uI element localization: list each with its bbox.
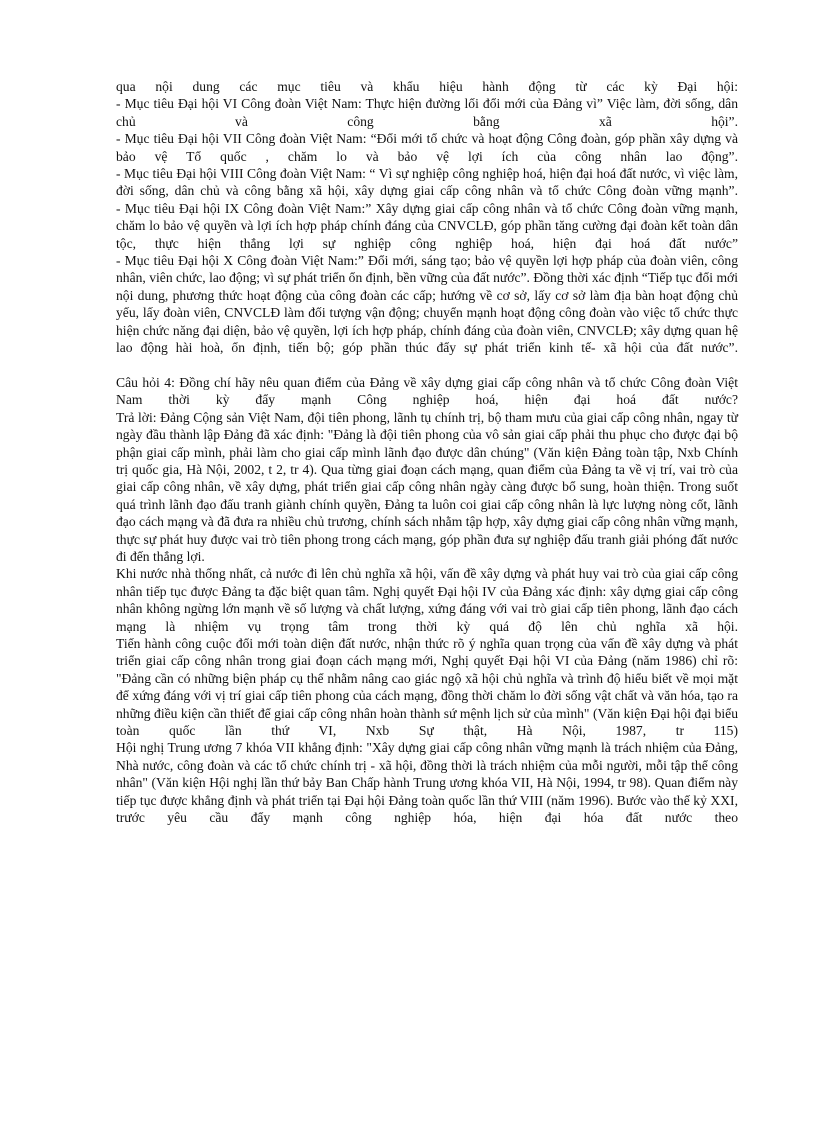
paragraph-gap — [116, 357, 738, 374]
answer-paragraph-3: Tiến hành công cuộc đổi mới toàn diện đất nước, nhận thức rõ ý nghĩa quan trọng của vấn đề xây dựng và phát triển giai cấp công nhân trong giai đoạn cách mạng mới, Nghị quyết Đại hội VI của Đảng (năm 1986) chỉ rõ: "Đảng cần có những biện pháp cụ thể nhằm nâng cao giác ngộ xã hội chủ nghĩa và trình độ hiểu biết về mọi mặt để xứng đáng với vị trí giai cấp tiên phong của cách mạng, đồng thời chăm lo đời sống vật chất và văn hóa, tạo ra những điều kiện cần thiết để giai cấp công nhân hoàn thành sứ mệnh lịch sử của mình" (Văn kiện Đại hội đại biểu toàn quốc lần thứ VI, Nxb Sự thật, Hà Nội, 1987, tr 115) — [116, 635, 738, 739]
answer-paragraph-4: Hội nghị Trung ương 7 khóa VII khẳng định: "Xây dựng giai cấp công nhân vững mạnh là trách nhiệm của Đảng, Nhà nước, công đoàn và các tổ chức chính trị - xã hội, đồng thời là trách nhiệm của mỗi người, mỗi tập thể công nhân" (Văn kiện Hội nghị lần thứ bảy Ban Chấp hành Trung ương khóa VII, Hà Nội, 1994, tr 98). Quan điểm này tiếp tục được khẳng định và phát triển tại Đại hội Đảng toàn quốc lần thứ VIII (năm 1996). Bước vào thế kỷ XXI, trước yêu cầu đẩy mạnh công nghiệp hóa, hiện đại hóa đất nước theo — [116, 740, 738, 826]
answer-paragraph-1: Trả lời: Đảng Cộng sản Việt Nam, đội tiên phong, lãnh tụ chính trị, bộ tham mưu của giai cấp công nhân, ngay từ ngày đầu thành lập Đảng đã xác định: "Đảng là đội tiên phong của vô sản giai cấp phải thu phục cho được đại bộ phận giai cấp mình, phải làm cho giai cấp mình lãnh đạo được dân chúng" (Văn kiện Đảng toàn tập, Nxb Chính trị quốc gia, Hà Nội, 2002, t 2, tr 4). Qua từng giai đoạn cách mạng, quan điểm của Đảng ta về vị trí, vai trò của giai cấp công nhân, về xây dựng, phát triển giai cấp công nhân ngày càng được bổ sung, hoàn thiện. Trong suốt quá trình lãnh đạo đấu tranh giành chính quyền, Đảng ta luôn coi giai cấp công nhân là lực lượng nòng cốt, lãnh đạo cách mạng và đã đưa ra nhiều chủ trương, chính sách nhằm tập hợp, xây dựng giai cấp công nhân vững mạnh, thực sự phát huy được vai trò tiên phong trong cách mạng, góp phần đưa sự nghiệp đấu tranh giải phóng đất nước đi đến thắng lợi. — [116, 409, 738, 564]
question-4: Câu hỏi 4: Đồng chí hãy nêu quan điểm của Đảng về xây dựng giai cấp công nhân và tổ chức Công đoàn Việt Nam thời kỳ đẩy mạnh Công nghiệp hoá, hiện đại hoá đất nước? — [116, 374, 738, 408]
goal-congress-ix: - Mục tiêu Đại hội IX Công đoàn Việt Nam:” Xây dựng giai cấp công nhân và tổ chức Công đoàn vững mạnh, chăm lo bảo vệ quyền và lợi ích hợp pháp chính đáng của CNVCLĐ, góp phần tăng cường đại đoàn kết toàn dân tộc, thực hiện thắng lợi sự nghiệp công nghiệp hoá, hiện đại hoá đất nước” — [116, 200, 738, 251]
goal-congress-vii: - Mục tiêu Đại hội VII Công đoàn Việt Nam: “Đổi mới tổ chức và hoạt động Công đoàn, góp phần xây dựng và bảo vệ Tổ quốc , chăm lo và bảo vệ lợi ích của công nhân lao động”. — [116, 131, 738, 164]
goal-congress-vi: - Mục tiêu Đại hội VI Công đoàn Việt Nam: Thực hiện đường lối đổi mới của Đảng vì” Việc làm, đời sống, dân chủ và công bằng xã hội”. — [116, 96, 738, 129]
answer-paragraph-2: Khi nước nhà thống nhất, cả nước đi lên chủ nghĩa xã hội, vấn đề xây dựng và phát huy vai trò của giai cấp công nhân tiếp tục được Đảng ta đặc biệt quan tâm. Nghị quyết Đại hội IV của Đảng xác định: xây dựng giai cấp công nhân không ngừng lớn mạnh về số lượng và chất lượng, xứng đáng với vai trò giai cấp tiên phong, lãnh đạo cách mạng là nhiệm vụ trọng tâm trong thời kỳ quá độ lên chủ nghĩa xã hội. — [116, 566, 738, 634]
document-page — [116, 78, 738, 826]
goal-congress-x: - Mục tiêu Đại hội X Công đoàn Việt Nam:” Đổi mới, sáng tạo; bảo vệ quyền lợi hợp pháp của đoàn viên, công nhân, viên chức, lao động; vì sự phát triển ổn định, bền vững của đất nước”. Đồng thời xác định “Tiếp tục đổi mới nội dung, phương thức hoạt động của công đoàn các cấp; hướng về cơ sở, lấy cơ sở làm địa bàn hoạt động chủ yếu, lấy đoàn viên, CNVCLĐ làm đối tượng vận động; chuyển mạnh hoạt động công đoàn vào việc tổ chức thực hiện chức năng đại diện, bảo vệ quyền, lợi ích hợp pháp, chính đáng của đoàn viên, CNVCLĐ; xây dựng quan hệ lao động hài hoà, ổn định, tiến bộ; góp phần thúc đẩy sự phát triển kinh tế- xã hội của đất nước”. — [116, 253, 738, 356]
section1-intro: qua nội dung các mục tiêu và khẩu hiệu hành động từ các kỳ Đại hội: — [116, 79, 738, 94]
goal-congress-viii: - Mục tiêu Đại hội VIII Công đoàn Việt Nam: “ Vì sự nghiệp công nghiệp hoá, hiện đại hoá đất nước, vì việc làm, đời sống, dân chủ và công bằng xã hội, xây dựng giai cấp công nhân và tổ chức Công đoàn vững mạnh”. — [116, 166, 738, 199]
